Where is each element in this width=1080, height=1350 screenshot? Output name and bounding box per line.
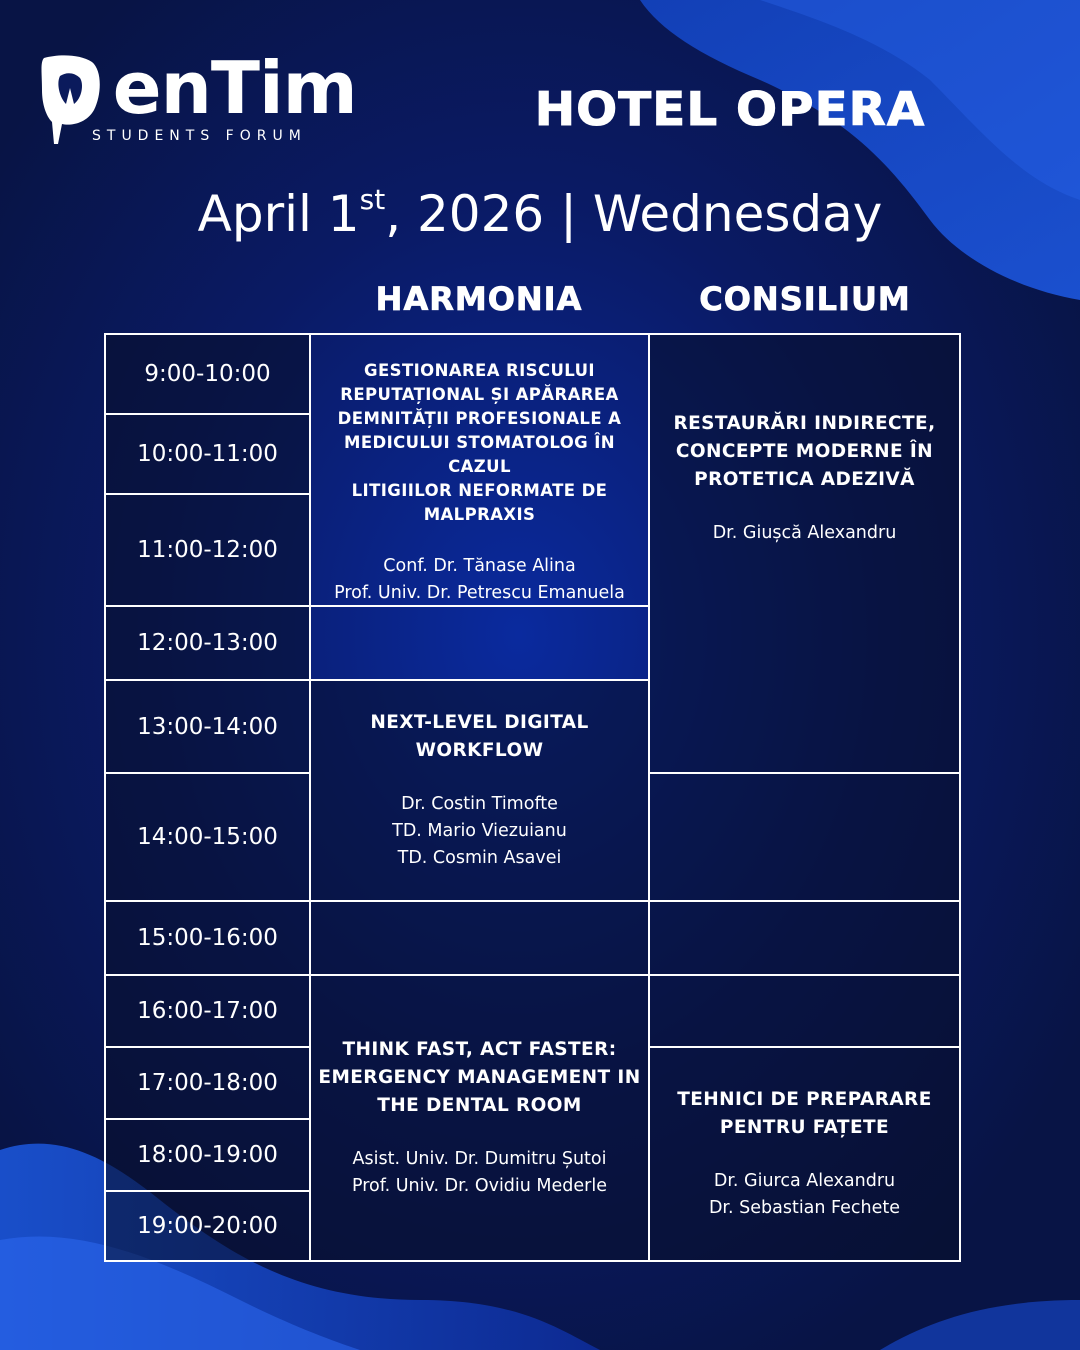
time-slot: 16:00-17:00 (104, 974, 311, 1048)
venue-title: HOTEL OPERA (534, 82, 926, 136)
time-slot: 18:00-19:00 (104, 1118, 311, 1192)
logo-wordmark: enTim (112, 46, 357, 130)
session-speakers: Conf. Dr. Tănase Alina Prof. Univ. Dr. Petrescu Emanuela (334, 556, 625, 603)
date-suffix: st (359, 183, 386, 216)
time-slot: 17:00-18:00 (104, 1046, 311, 1120)
session-speakers: Dr. Costin Timofte TD. Mario Viezuianu TD. Cosmin Asavei (392, 794, 567, 868)
empty-slot (648, 974, 961, 1048)
session-harmonia-digital-workflow[interactable] (309, 679, 650, 902)
time-slot: 9:00-10:00 (104, 333, 311, 415)
session-title: TEHNICI DE PREPARARE PENTRU FAȚETE (677, 1089, 932, 1138)
time-slot: 14:00-15:00 (104, 772, 311, 902)
session-title: RESTAURĂRI INDIRECTE, CONCEPTE MODERNE ÎN PROTETICA ADEZIVĂ (673, 413, 936, 490)
session-consilium-restaurari[interactable] (648, 333, 961, 774)
time-slot: 13:00-14:00 (104, 679, 311, 774)
session-speakers: Dr. Giurca Alexandru Dr. Sebastian Fechete (708, 1171, 901, 1218)
time-slot: 10:00-11:00 (104, 413, 311, 495)
empty-slot (648, 900, 961, 976)
empty-slot (648, 772, 961, 902)
session-consilium-fatete[interactable] (648, 1046, 961, 1262)
session-title: NEXT-LEVEL DIGITAL WORKFLOW (370, 712, 589, 761)
session-harmonia-reputation[interactable] (309, 333, 650, 607)
logo-subtitle: STUDENTS FORUM (92, 128, 307, 144)
session-title: THINK FAST, ACT FASTER: EMERGENCY MANAGEMENT IN THE DENTAL ROOM (318, 1039, 641, 1116)
time-slot: 12:00-13:00 (104, 605, 311, 681)
dentim-logo (40, 48, 370, 148)
room-consilium-header: CONSILIUM (699, 280, 911, 318)
session-speakers: Dr. Giușcă Alexandru (712, 523, 897, 543)
room-harmonia-header: HARMONIA (375, 280, 583, 318)
empty-slot (309, 605, 650, 681)
session-harmonia-emergency[interactable] (309, 974, 650, 1262)
time-slot: 19:00-20:00 (104, 1190, 311, 1262)
session-title: GESTIONAREA RISCULUI REPUTAȚIONAL ȘI APĂRAREA DEMNITĂȚII PROFESIONALE A MEDICULUI STOMATOLOG ÎN CAZUL LITIGIILOR NEFORMATE DE MALPRAXIS (337, 361, 622, 524)
time-slot: 11:00-12:00 (104, 493, 311, 607)
time-slot: 15:00-16:00 (104, 900, 311, 976)
date-prefix: April 1 (197, 185, 360, 243)
event-date (0, 185, 1080, 243)
date-rest: , 2026 | Wednesday (385, 185, 883, 243)
empty-slot (309, 900, 650, 976)
schedule-grid (104, 333, 961, 1262)
session-speakers: Asist. Univ. Dr. Dumitru Șutoi Prof. Univ. Dr. Ovidiu Mederle (351, 1149, 608, 1196)
